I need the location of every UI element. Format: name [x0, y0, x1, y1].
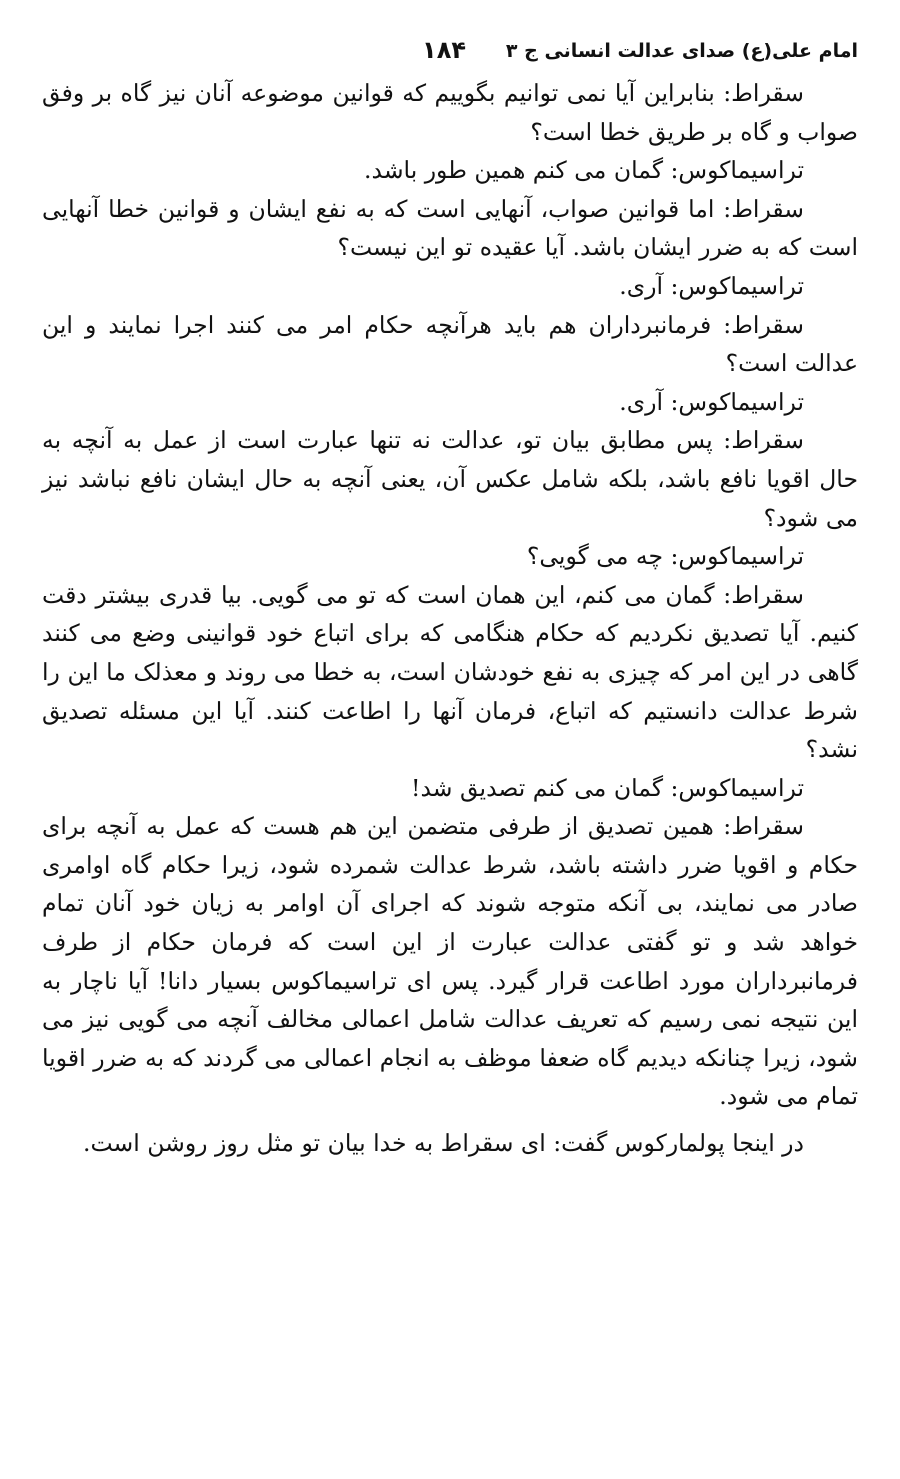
paragraph-socrates-2: سقراط: اما قوانین صواب، آنهایی است که به نفع ایشان و قوانین خطا آنهایی است که به ضرر ایشان باشد. آیا عقیده تو این نیست؟: [42, 194, 858, 262]
paragraph-socrates-3: سقراط: فرمانبرداران هم باید هرآنچه حکام امر می کنند اجرا نمایند و این عدالت است؟: [42, 310, 858, 378]
paragraph-socrates-6: سقراط: همین تصدیق از طرفی متضمن این هم هست که عمل به آنچه برای حکام و اقویا ضرر داشته باشد، شرط عدالت شمرده شود، زیرا حکام گاه اوامری صادر می نمایند، بی آنکه متوجه شوند که اجرای آن اوامر به زیان خود آنان تمام خواهد شد و تو گفتی عدالت عبارت از این است که فرمان حکام از طرف فرمانبرداران مورد اطاعت قرار گیرد. پس ای تراسیماکوس بسیار دانا! آیا ناچار به این نتیجه نمی رسیم که تعریف عدالت شامل اعمالی مخالف آنچه می گویی نیز می شود، زیرا چنانکه دیدیم گاه ضعفا موظف به انجام اعمالی می گردند که به ضرر اقویا تمام می شود.: [42, 812, 858, 1111]
paragraph-thrasymachus-5: تراسیماکوس: گمان می کنم تصدیق شد!: [411, 773, 804, 802]
page-number: ۱۸۴: [422, 36, 466, 64]
paragraph-socrates-1: سقراط: بنابراین آیا نمی توانیم بگوییم که قوانین موضوعه آنان نیز گاه بر وفق صواب و گاه بر طریق خطا است؟: [42, 79, 858, 146]
paragraph-thrasymachus-3: تراسیماکوس: آری.: [619, 387, 804, 416]
book-title-header: امام علی(ع) صدای عدالت انسانی ج ۳: [505, 40, 858, 62]
paragraph-thrasymachus-1: تراسیماکوس: گمان می کنم همین طور باشد.: [364, 156, 804, 185]
paragraph-thrasymachus-4: تراسیماکوس: چه می گویی؟: [526, 542, 804, 571]
paragraph-socrates-5: سقراط: گمان می کنم، این همان است که تو می گویی. بیا قدری بیشتر دقت کنیم. آیا تصدیق نکردیم که حکام هنگامی که برای اتباع خود قوانینی وضع می کنند گاهی در این امر که چیزی به نفع خودشان است، به خطا می روند و معذلک ما این را شرط عدالت دانستیم که اتباع، فرمان آنها را اطاعت کنند. آیا این مسئله تصدیق نشد؟: [42, 580, 858, 764]
paragraph-polemarchus: در اینجا پولمارکوس گفت: ای سقراط به خدا بیان تو مثل روز روشن است.: [83, 1129, 804, 1158]
running-header: [42, 36, 858, 70]
paragraph-thrasymachus-2: تراسیماکوس: آری.: [619, 271, 804, 300]
paragraph-socrates-4: سقراط: پس مطابق بیان تو، عدالت نه تنها عبارت است از عمل به آنچه به حال اقویا نافع باشد، بلکه شامل عکس آن، یعنی آنچه به حال ایشان نافع نباشد نیز می شود؟: [42, 426, 858, 532]
body-text: [42, 74, 858, 1163]
